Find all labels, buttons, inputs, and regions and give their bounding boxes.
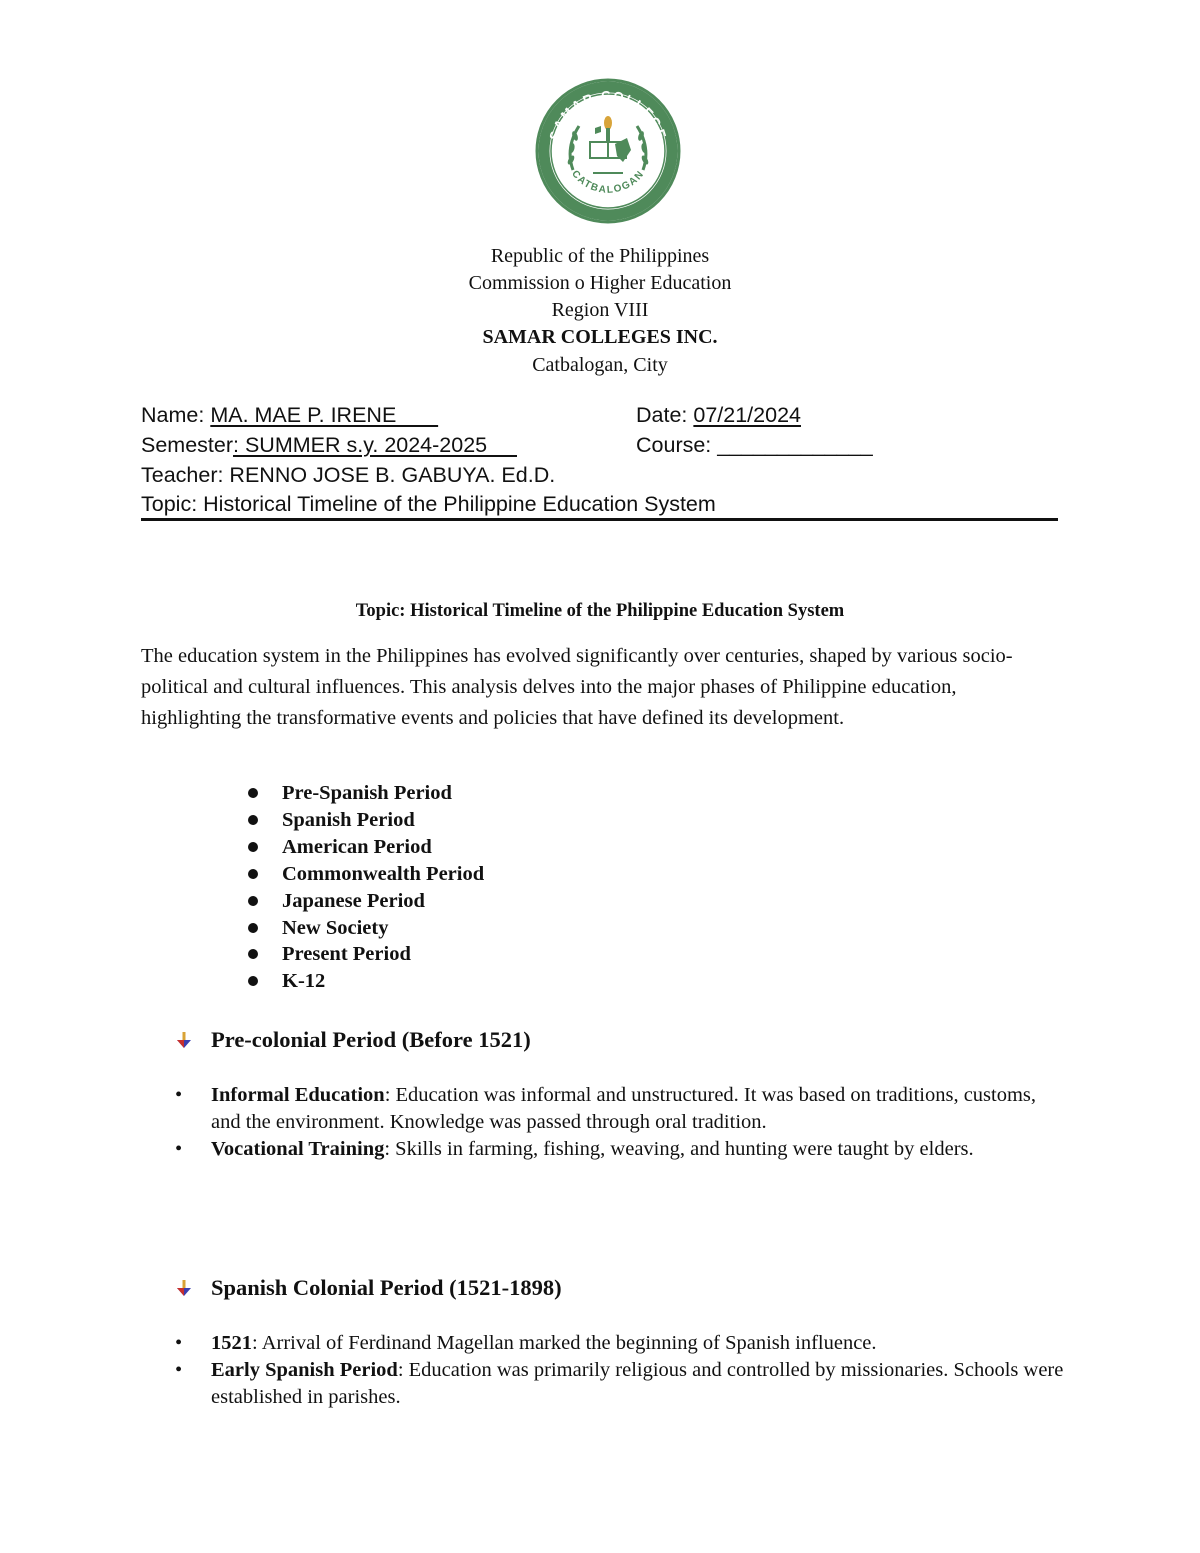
letterhead-city: Catbalogan, City (532, 354, 668, 376)
samar-college-seal-icon (535, 78, 681, 224)
bullet-icon (248, 869, 258, 879)
date-field (636, 400, 801, 430)
period-list (243, 780, 484, 995)
teacher-field: Teacher: RENNO JOSE B. GABUYA. Ed.D. (141, 463, 556, 487)
list-item: Pre-Spanish Period (243, 780, 484, 807)
semester-value: : SUMMER s.y. 2024-2025 (233, 433, 517, 457)
bullet-icon: • (175, 1084, 183, 1106)
topic-heading: Topic: Historical Timeline of the Philippine Education System (355, 601, 845, 621)
list-item: • Vocational Training: Skills in farming, fishing, weaving, and hunting were taught by elders. (175, 1136, 1065, 1163)
spanish-list (175, 1330, 1065, 1411)
course-label: Course: (636, 433, 718, 457)
letterhead-commission: Commission o Higher Education (468, 272, 732, 294)
list-item: Spanish Period (243, 807, 484, 834)
bullet-icon (248, 788, 258, 798)
list-item: • 1521: Arrival of Ferdinand Magellan marked the beginning of Spanish influence. (175, 1330, 1065, 1357)
letterhead-region: Region VIII (551, 299, 649, 321)
letterhead-country: Republic of the Philippines (490, 245, 710, 267)
bullet-icon: • (175, 1138, 183, 1160)
arrow-down-icon (175, 1279, 193, 1297)
letterhead-school-name: SAMAR COLLEGES INC. (482, 326, 718, 348)
list-item: • Informal Education: Education was informal and unstructured. It was based on traditions, customs, and the environment. Knowledge was passed through oral tradition. (175, 1084, 1037, 1133)
topic-field: Topic: Historical Timeline of the Philippine Education System (141, 492, 716, 516)
bullet-icon: • (175, 1359, 183, 1381)
bullet-icon (248, 842, 258, 852)
list-item: Present Period (243, 941, 484, 968)
svg-text:SAMAR COLLEGE: SAMAR COLLEGE (546, 87, 670, 143)
date-label: Date: (636, 403, 694, 427)
semester-field (141, 430, 517, 460)
name-label: Name: (141, 403, 211, 427)
list-item: New Society (243, 915, 484, 942)
course-field (636, 430, 873, 460)
bullet-icon (248, 815, 258, 825)
course-value: _____________ (717, 433, 873, 457)
bullet-icon (248, 976, 258, 986)
date-value: 07/21/2024 (693, 403, 801, 427)
school-logo (535, 78, 681, 224)
svg-text:CATBALOGAN: CATBALOGAN (569, 168, 647, 196)
header-divider (141, 518, 1058, 521)
list-item: K-12 (243, 968, 484, 995)
intro-paragraph: The education system in the Philippines has evolved significantly over centuries, shaped by various socio-political and cultural influences. This analysis delves into the major phases of Philippine education, highlighting the transformative events and policies that have defined its development. (141, 645, 1013, 729)
name-field (141, 400, 438, 430)
precolonial-list (175, 1082, 1065, 1163)
bullet-icon (248, 949, 258, 959)
bullet-icon (248, 896, 258, 906)
list-item: Japanese Period (243, 888, 484, 915)
list-item: Commonwealth Period (243, 861, 484, 888)
bullet-icon (248, 923, 258, 933)
list-item: • Early Spanish Period: Education was primarily religious and controlled by missionaries. Schools were established in parishes. (175, 1359, 1064, 1408)
list-item: American Period (243, 834, 484, 861)
semester-label: Semester (141, 433, 234, 457)
bullet-icon: • (175, 1332, 183, 1354)
name-value: MA. MAE P. IRENE (210, 403, 439, 427)
arrow-down-icon (175, 1031, 193, 1049)
